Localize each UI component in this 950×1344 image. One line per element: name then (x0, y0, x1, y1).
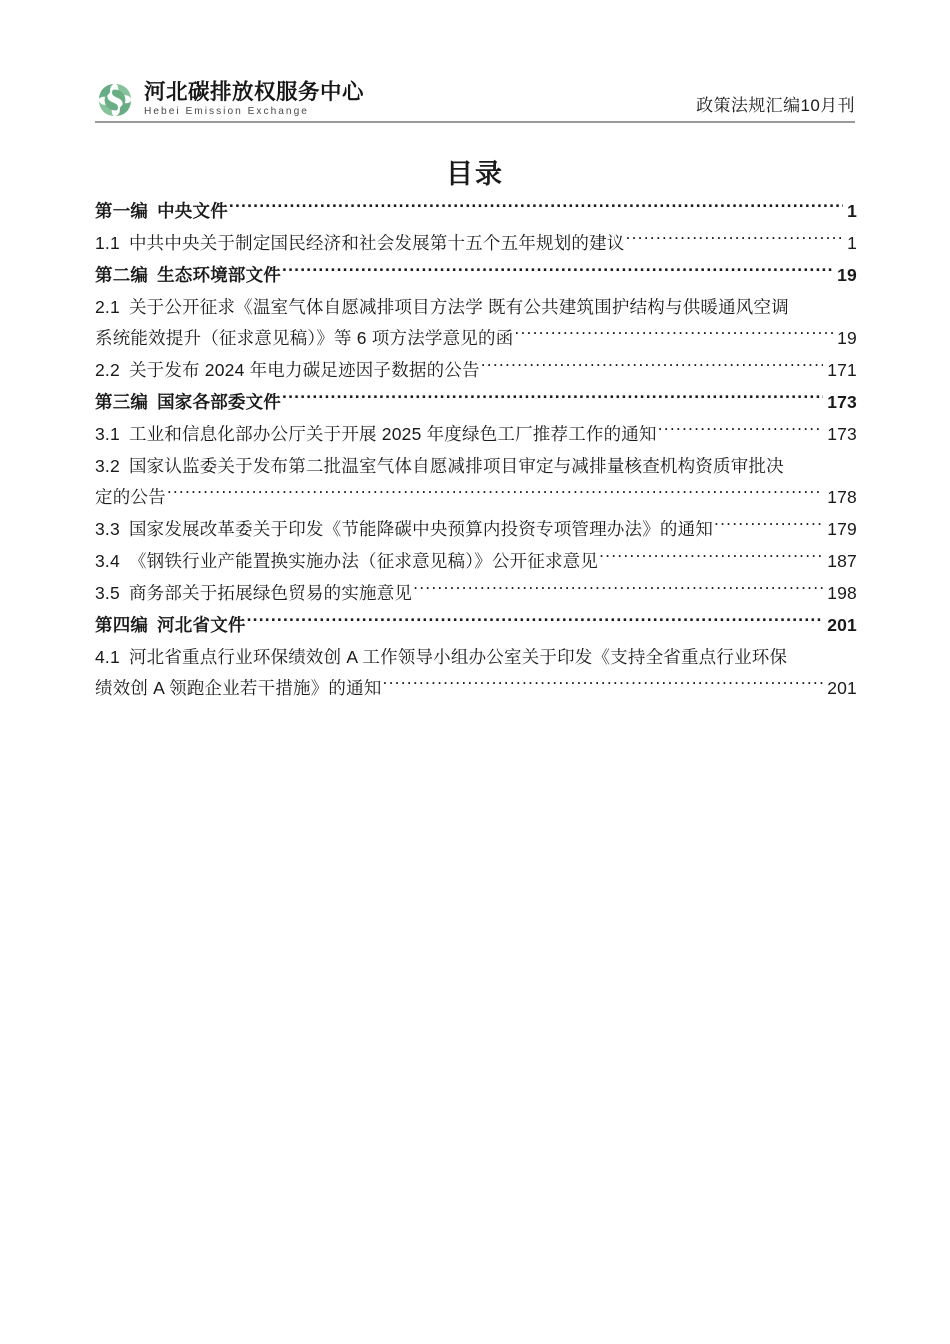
brand-name-en: Hebei Emission Exchange (144, 106, 309, 118)
toc-section-entry[interactable] (95, 387, 857, 418)
toc-line (95, 196, 857, 227)
toc-page-number: 1 (847, 233, 857, 253)
toc-entry-number: 3.5 (95, 583, 120, 603)
header-issue-label: 政策法规汇编10月刊 (696, 96, 855, 115)
toc-leader-dots (599, 550, 823, 568)
toc-line (95, 387, 857, 418)
toc-line (95, 451, 857, 482)
toc-entry-number: 2.2 (95, 360, 120, 380)
toc-sub-entry[interactable] (95, 578, 857, 609)
toc-leader-dots (626, 232, 844, 250)
toc-sub-entry[interactable] (95, 514, 857, 545)
toc-line (95, 419, 857, 450)
toc-line (95, 260, 857, 291)
toc-page-number: 179 (827, 519, 857, 539)
toc-entry-label: 河北省重点行业环保绩效创 A 工作领导小组办公室关于印发《支持全省重点行业环保 (128, 647, 788, 667)
toc-entry-label: 国家发展改革委关于印发《节能降碳中央预算内投资专项管理办法》的通知 (128, 519, 714, 539)
toc-entry-label: 《钢铁行业产能置换实施办法（征求意见稿）》公开征求意见 (128, 551, 599, 571)
toc-line (95, 578, 857, 609)
toc-page-number: 171 (827, 360, 857, 380)
brand-name-cn: 河北碳排放权服务中心 (144, 80, 365, 105)
toc-page-number: 19 (837, 328, 857, 348)
toc-line (95, 482, 857, 513)
toc-sub-entry[interactable] (95, 451, 857, 513)
table-of-contents (95, 196, 857, 705)
toc-line (95, 355, 857, 386)
toc-entry-number: 第二编 (95, 265, 149, 285)
toc-page-number: 173 (827, 424, 857, 444)
toc-entry-label: 绩效创 A 领跑企业若干措施》的通知 (95, 678, 382, 698)
brand-logo (95, 80, 364, 120)
page-header (95, 62, 855, 124)
toc-sub-entry[interactable] (95, 228, 857, 259)
toc-line (95, 323, 857, 354)
toc-entry-label: 商务部关于拓展绿色贸易的实施意见 (128, 583, 413, 603)
toc-leader-dots (413, 582, 823, 600)
toc-entry-number: 1.1 (95, 233, 120, 253)
toc-line (95, 610, 857, 641)
toc-entry-number: 第四编 (95, 615, 149, 635)
toc-sub-entry[interactable] (95, 419, 857, 450)
page-title: 目录 (446, 159, 504, 189)
toc-page-number: 187 (827, 551, 857, 571)
toc-sub-entry[interactable] (95, 355, 857, 386)
toc-entry-number: 3.3 (95, 519, 120, 539)
toc-leader-dots (714, 518, 823, 536)
toc-entry-number: 3.2 (95, 456, 120, 476)
toc-entry-label: 河北省文件 (157, 615, 246, 635)
toc-entry-label: 中央文件 (157, 201, 228, 221)
recycle-leaf-circle-icon (95, 80, 135, 120)
toc-entry-label: 关于公开征求《温室气体自愿减排项目方法学 既有公共建筑围护结构与供暖通风空调 (128, 297, 789, 317)
toc-sub-entry[interactable] (95, 642, 857, 704)
toc-page-number: 173 (827, 392, 857, 412)
toc-leader-dots (167, 486, 823, 504)
toc-entry-number: 4.1 (95, 647, 120, 667)
toc-leader-dots (282, 264, 833, 282)
toc-page-number: 178 (827, 487, 857, 507)
toc-entry-label: 关于发布 2024 年电力碳足迹因子数据的公告 (128, 360, 480, 380)
toc-entry-label: 中共中央关于制定国民经济和社会发展第十五个五年规划的建议 (128, 233, 625, 253)
toc-entry-number: 3.1 (95, 424, 120, 444)
toc-entry-number: 3.4 (95, 551, 120, 571)
toc-page-number: 201 (827, 678, 857, 698)
toc-line (95, 673, 857, 704)
toc-page-number: 201 (827, 615, 857, 635)
toc-entry-number: 第一编 (95, 201, 149, 221)
toc-line (95, 514, 857, 545)
toc-leader-dots (229, 200, 843, 218)
toc-sub-entry[interactable] (95, 292, 857, 354)
toc-page-number: 19 (837, 265, 857, 285)
toc-page-number: 1 (847, 201, 857, 221)
toc-section-entry[interactable] (95, 260, 857, 291)
toc-line (95, 546, 857, 577)
toc-entry-number: 2.1 (95, 297, 120, 317)
toc-entry-label: 定的公告 (95, 487, 166, 507)
toc-entry-label: 生态环境部文件 (157, 265, 282, 285)
toc-leader-dots (514, 327, 833, 345)
toc-sub-entry[interactable] (95, 546, 857, 577)
header-divider (95, 121, 855, 123)
toc-line (95, 292, 857, 323)
toc-entry-label: 国家各部委文件 (157, 392, 282, 412)
toc-page-number: 198 (827, 583, 857, 603)
toc-leader-dots (247, 614, 824, 632)
toc-line (95, 228, 857, 259)
toc-entry-label: 系统能效提升（征求意见稿）》等 6 项方法学意见的函 (95, 328, 514, 348)
toc-entry-label: 国家认监委关于发布第二批温室气体自愿减排项目审定与减排量核查机构资质审批决 (128, 456, 784, 476)
toc-leader-dots (282, 391, 823, 409)
toc-line (95, 642, 857, 673)
toc-section-entry[interactable] (95, 610, 857, 641)
toc-leader-dots (481, 359, 823, 377)
toc-entry-label: 工业和信息化部办公厅关于开展 2025 年度绿色工厂推荐工作的通知 (128, 424, 657, 444)
toc-leader-dots (658, 423, 823, 441)
toc-leader-dots (383, 677, 824, 695)
toc-section-entry[interactable] (95, 196, 857, 227)
toc-entry-number: 第三编 (95, 392, 149, 412)
